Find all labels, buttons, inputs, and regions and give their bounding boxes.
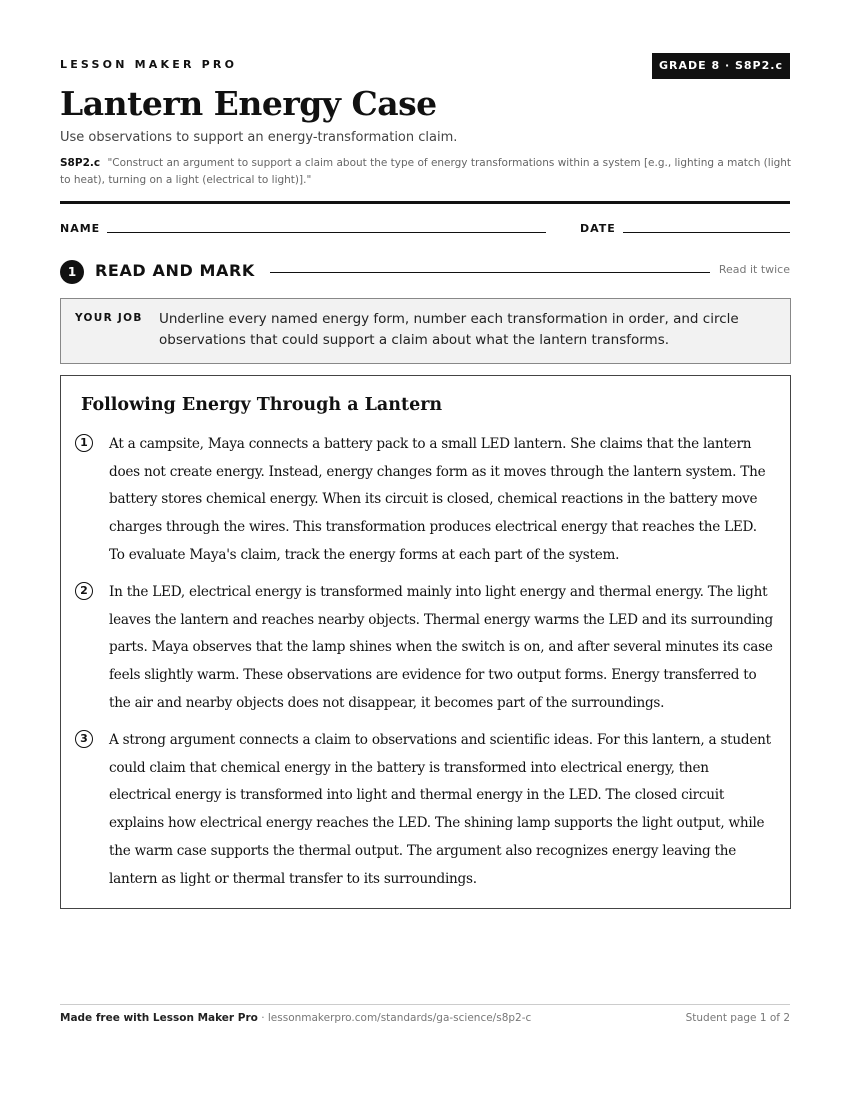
header-divider xyxy=(60,201,790,204)
brand-name: LESSON MAKER PRO xyxy=(60,58,238,71)
section-divider xyxy=(270,272,710,273)
standard-code: S8P2.c xyxy=(60,157,101,169)
name-field-line[interactable] xyxy=(107,232,546,233)
name-label: NAME xyxy=(60,222,101,235)
date-field-line[interactable] xyxy=(623,232,790,233)
footer-credit xyxy=(60,1012,531,1024)
grade-badge: GRADE 8 · S8P2.c xyxy=(652,53,790,79)
section-number: 1 xyxy=(60,260,84,284)
standard-text: "Construct an argument to support a claim about the type of energy transformations within a system [e.g., lighting a match (light to heat), turning on a light (electrical to light)]." xyxy=(60,157,792,186)
paragraph-number: 2 xyxy=(75,582,93,600)
page-title: Lantern Energy Case xyxy=(60,84,437,123)
paragraph-text: A strong argument connects a claim to observations and scientific ideas. For this lantern, a student could claim that chemical energy in the battery is transformed into electrical energy, then electrical energy is transformed into light and thermal energy in the LED. The closed circuit explains how electrical energy reaches the LED. The shining lamp supports the light output, while the warm case supports the thermal output. The argument also recognizes energy leaving the lantern as light or thermal transfer to its surroundings. xyxy=(109,732,771,887)
standard-statement xyxy=(60,155,792,189)
footer-divider xyxy=(60,1004,790,1005)
paragraph-number: 3 xyxy=(75,730,93,748)
job-text: Underline every named energy form, number each transformation in order, and circle observations that could support a claim about what the lantern transforms. xyxy=(159,311,739,348)
section-note: Read it twice xyxy=(718,263,790,276)
page-subtitle: Use observations to support an energy-transformation claim. xyxy=(60,130,458,145)
footer-page-number: Student page 1 of 2 xyxy=(685,1012,790,1024)
reading-title: Following Energy Through a Lantern xyxy=(81,395,443,415)
paragraph-number: 1 xyxy=(75,434,93,452)
footer-url[interactable]: · lessonmakerpro.com/standards/ga-science/s8p2-c xyxy=(257,1012,532,1024)
date-label: DATE xyxy=(580,222,616,235)
footer-made-with: Made free with Lesson Maker Pro xyxy=(60,1012,258,1024)
job-instructions-box xyxy=(60,298,791,364)
section-title: READ AND MARK xyxy=(95,261,255,280)
paragraph-text: At a campsite, Maya connects a battery pack to a small LED lantern. She claims that the lantern does not create energy. Instead, energy changes form as it moves through the lantern system. The battery stores chemical energy. When its circuit is closed, chemical reactions in the battery move charges through the wires. This transformation produces electrical energy that reaches the LED. To evaluate Maya's claim, track the energy forms at each part of the system. xyxy=(109,436,766,563)
reading-passage xyxy=(60,375,791,909)
paragraph-text: In the LED, electrical energy is transformed mainly into light energy and thermal energy. The light leaves the lantern and reaches nearby objects. Thermal energy warms the LED and its surrounding parts. Maya observes that the lamp shines when the switch is on, and after several minutes its case feels slightly warm. These observations are evidence for two output forms. Energy transferred to the air and nearby objects does not disappear, it becomes part of the surroundings. xyxy=(109,584,773,711)
job-label: YOUR JOB xyxy=(75,312,143,324)
